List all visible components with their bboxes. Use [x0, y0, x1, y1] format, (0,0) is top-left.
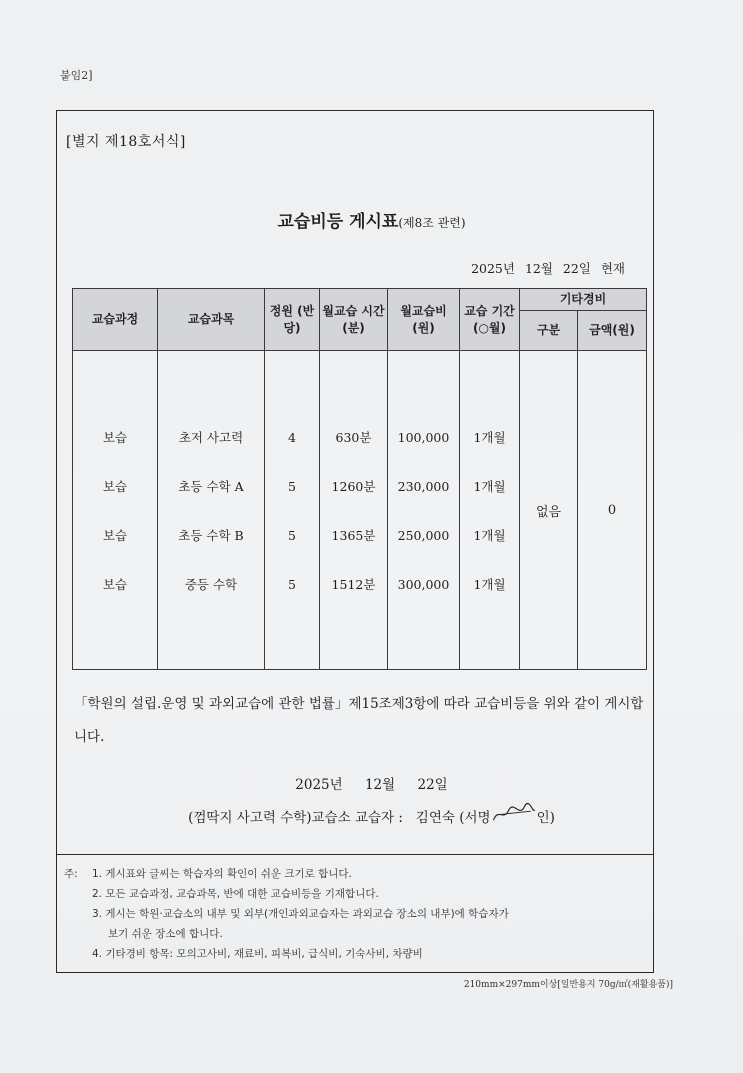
cell-course: 보습 — [102, 577, 128, 592]
cell-other-type: 없음 — [520, 351, 578, 670]
note-text: 2. 모든 교습과정, 교습과목, 반에 대한 교습비등을 기재합니다. — [92, 888, 379, 900]
cell-hours: 1512분 — [331, 577, 376, 592]
header-other-costs: 기타경비 — [520, 289, 647, 311]
cell-fee: 300,000 — [397, 577, 450, 592]
paper-spec-footer: 210mm×297mm이상[일반용지 70g/㎡(재활용품)] — [463, 980, 673, 990]
cell-period: 1개월 — [473, 528, 506, 543]
cell-capacity: 5 — [288, 577, 296, 592]
cell-subject: 초등 수학 B — [178, 528, 244, 543]
handwritten-signature — [490, 802, 538, 828]
cell-other-amount: 0 — [578, 351, 647, 670]
cell-hours: 630분 — [335, 430, 372, 445]
note-text: 4. 기타경비 항목: 모의고사비, 재료비, 피복비, 급식비, 기숙사비, 차량비 — [92, 948, 423, 960]
signer-line — [0, 804, 743, 826]
note-item — [64, 884, 644, 904]
cell-period: 1개월 — [473, 577, 506, 592]
cell-period: 1개월 — [473, 430, 506, 445]
title-sub: (제8조 관련) — [398, 216, 466, 230]
signer-prefix: (껌딱지 사고력 수학)교습소 교습자 : — [188, 810, 403, 826]
cell-subject: 초저 사고력 — [178, 430, 244, 445]
cell-course: 보습 — [102, 528, 128, 543]
cell-subject: 초등 수학 A — [178, 479, 244, 494]
note-continuation: 보기 쉬운 장소에 합니다. — [108, 928, 223, 940]
signer-name: 김연숙 — [415, 810, 455, 826]
note-item — [64, 904, 644, 924]
cell-period: 1개월 — [473, 479, 506, 494]
note-text: 1. 게시표와 글씨는 학습자의 확인이 쉬운 크기로 합니다. — [92, 868, 352, 880]
col-fee — [388, 351, 460, 670]
cell-hours: 1365분 — [331, 528, 376, 543]
fee-table — [72, 288, 647, 670]
title-main: 교습비등 게시표 — [277, 212, 399, 232]
header-monthly-hours: 월교습 시간(분) — [320, 289, 388, 351]
note-item — [64, 864, 644, 884]
header-other-amount: 금액(원) — [578, 311, 647, 351]
signature-date: 2025년 12월 22일 — [295, 777, 448, 793]
cell-course: 보습 — [102, 479, 128, 494]
sign-close: 인) — [536, 810, 555, 826]
cell-hours: 1260분 — [331, 479, 376, 494]
col-period — [460, 351, 520, 670]
statement-text: 「학원의 설립.운영 및 과외교습에 관한 법률」제15조제3항에 따라 교습비등을 위와 같이 게시합니다. — [74, 696, 644, 745]
note-item — [64, 944, 644, 964]
sign-open: (서명 — [459, 810, 491, 826]
signature-scribble-icon — [490, 802, 538, 825]
notes-section — [64, 864, 644, 964]
cell-subject: 중등 수학 — [184, 577, 238, 592]
col-hours — [320, 351, 388, 670]
note-text: 3. 게시는 학원·교습소의 내부 및 외부(개인과외교습자는 과외교습 장소의 내부)에 학습자가 — [92, 908, 509, 920]
cell-capacity: 4 — [288, 430, 296, 445]
as-of-date: 2025년 12월 22일 현재 — [471, 261, 625, 276]
col-course — [73, 351, 158, 670]
col-subject — [158, 351, 265, 670]
header-monthly-fee: 월교습비 (원) — [388, 289, 460, 351]
header-other-type: 구분 — [520, 311, 578, 351]
cell-course: 보습 — [102, 430, 128, 445]
header-course: 교습과정 — [73, 289, 158, 351]
header-capacity: 정원 (반당) — [265, 289, 320, 351]
header-subject: 교습과목 — [158, 289, 265, 351]
cell-capacity: 5 — [288, 479, 296, 494]
cell-fee: 250,000 — [397, 528, 450, 543]
col-capacity — [265, 351, 320, 670]
notes-prefix: 주: — [64, 868, 78, 880]
header-period: 교습 기간 (○월) — [460, 289, 520, 351]
attachment-label: 붙임2] — [60, 69, 93, 82]
cell-capacity: 5 — [288, 528, 296, 543]
cell-fee: 100,000 — [397, 430, 450, 445]
page-title — [0, 207, 743, 232]
form-code: [별지 제18호서식] — [66, 134, 186, 150]
cell-fee: 230,000 — [397, 479, 450, 494]
